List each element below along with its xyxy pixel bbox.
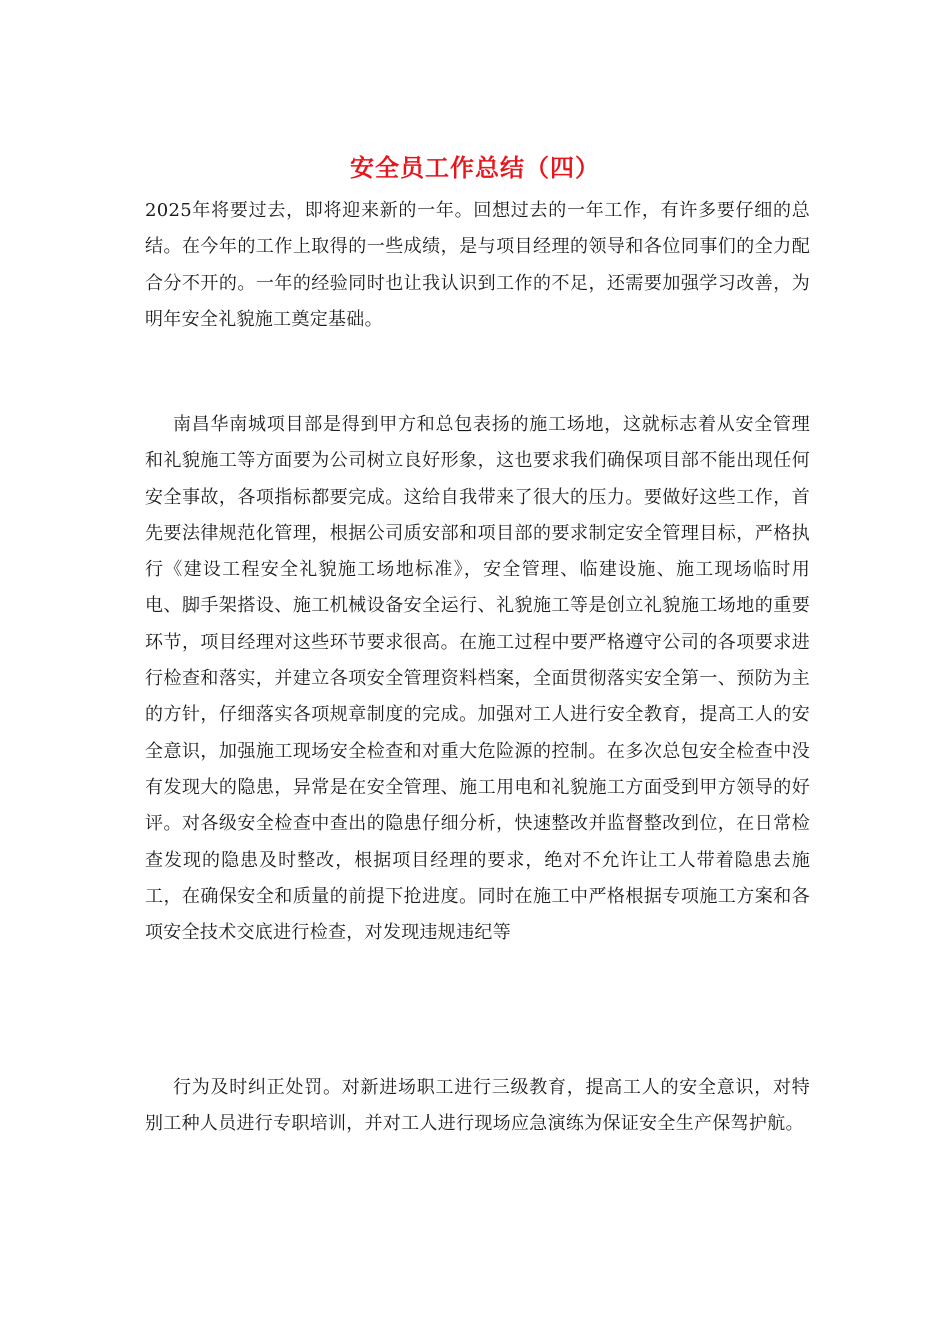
paragraph-closing: 行为及时纠正处罚。对新进场职工进行三级教育，提高工人的安全意识，对特别工种人员进行专职培训，并对工人进行现场应急演练为保证安全生产保驾护航。 (145, 1077, 810, 1135)
document-title: 安全员工作总结（四） (350, 154, 600, 182)
paragraph-intro: 2025年将要过去，即将迎来新的一年。回想过去的一年工作，有许多要仔细的总结。在今年的工作上取得的一些成绩，是与项目经理的领导和各位同事们的全力配合分不开的。一年的经验同时也让我认识到工作的不足，还需要加强学习改善，为明年安全礼貌施工奠定基础。 (145, 200, 810, 330)
paragraph-body: 南昌华南城项目部是得到甲方和总包表扬的施工场地，这就标志着从安全管理和礼貌施工等方面要为公司树立良好形象，这也要求我们确保项目部不能出现任何安全事故，各项指标都要完成。这给自我带来了很大的压力。要做好这些工作，首先要法律规范化管理，根据公司质安部和项目部的要求制定安全管理目标，严格执行《建设工程安全礼貌施工场地标准》，安全管理、临建设施、施工现场临时用电、脚手架搭设、施工机械设备安全运行、礼貌施工等是创立礼貌施工场地的重要环节，项目经理对这些环节要求很高。在施工过程中要严格遵守公司的各项要求进行检查和落实，并建立各项安全管理资料档案，全面贯彻落实安全第一、预防为主的方针，仔细落实各项规章制度的完成。加强对工人进行安全教育，提高工人的安全意识，加强施工现场安全检查和对重大危险源的控制。在多次总包安全检查中没有发现大的隐患，异常是在安全管理、施工用电和礼貌施工方面受到甲方领导的好评。对各级安全检查中查出的隐患仔细分析，快速整改并监督整改到位，在日常检查发现的隐患及时整改，根据项目经理的要求，绝对不允许让工人带着隐患去施工，在确保安全和质量的前提下抢进度。同时在施工中严格根据专项施工方案和各项安全技术交底进行检查，对发现违规违纪等 (145, 414, 810, 944)
